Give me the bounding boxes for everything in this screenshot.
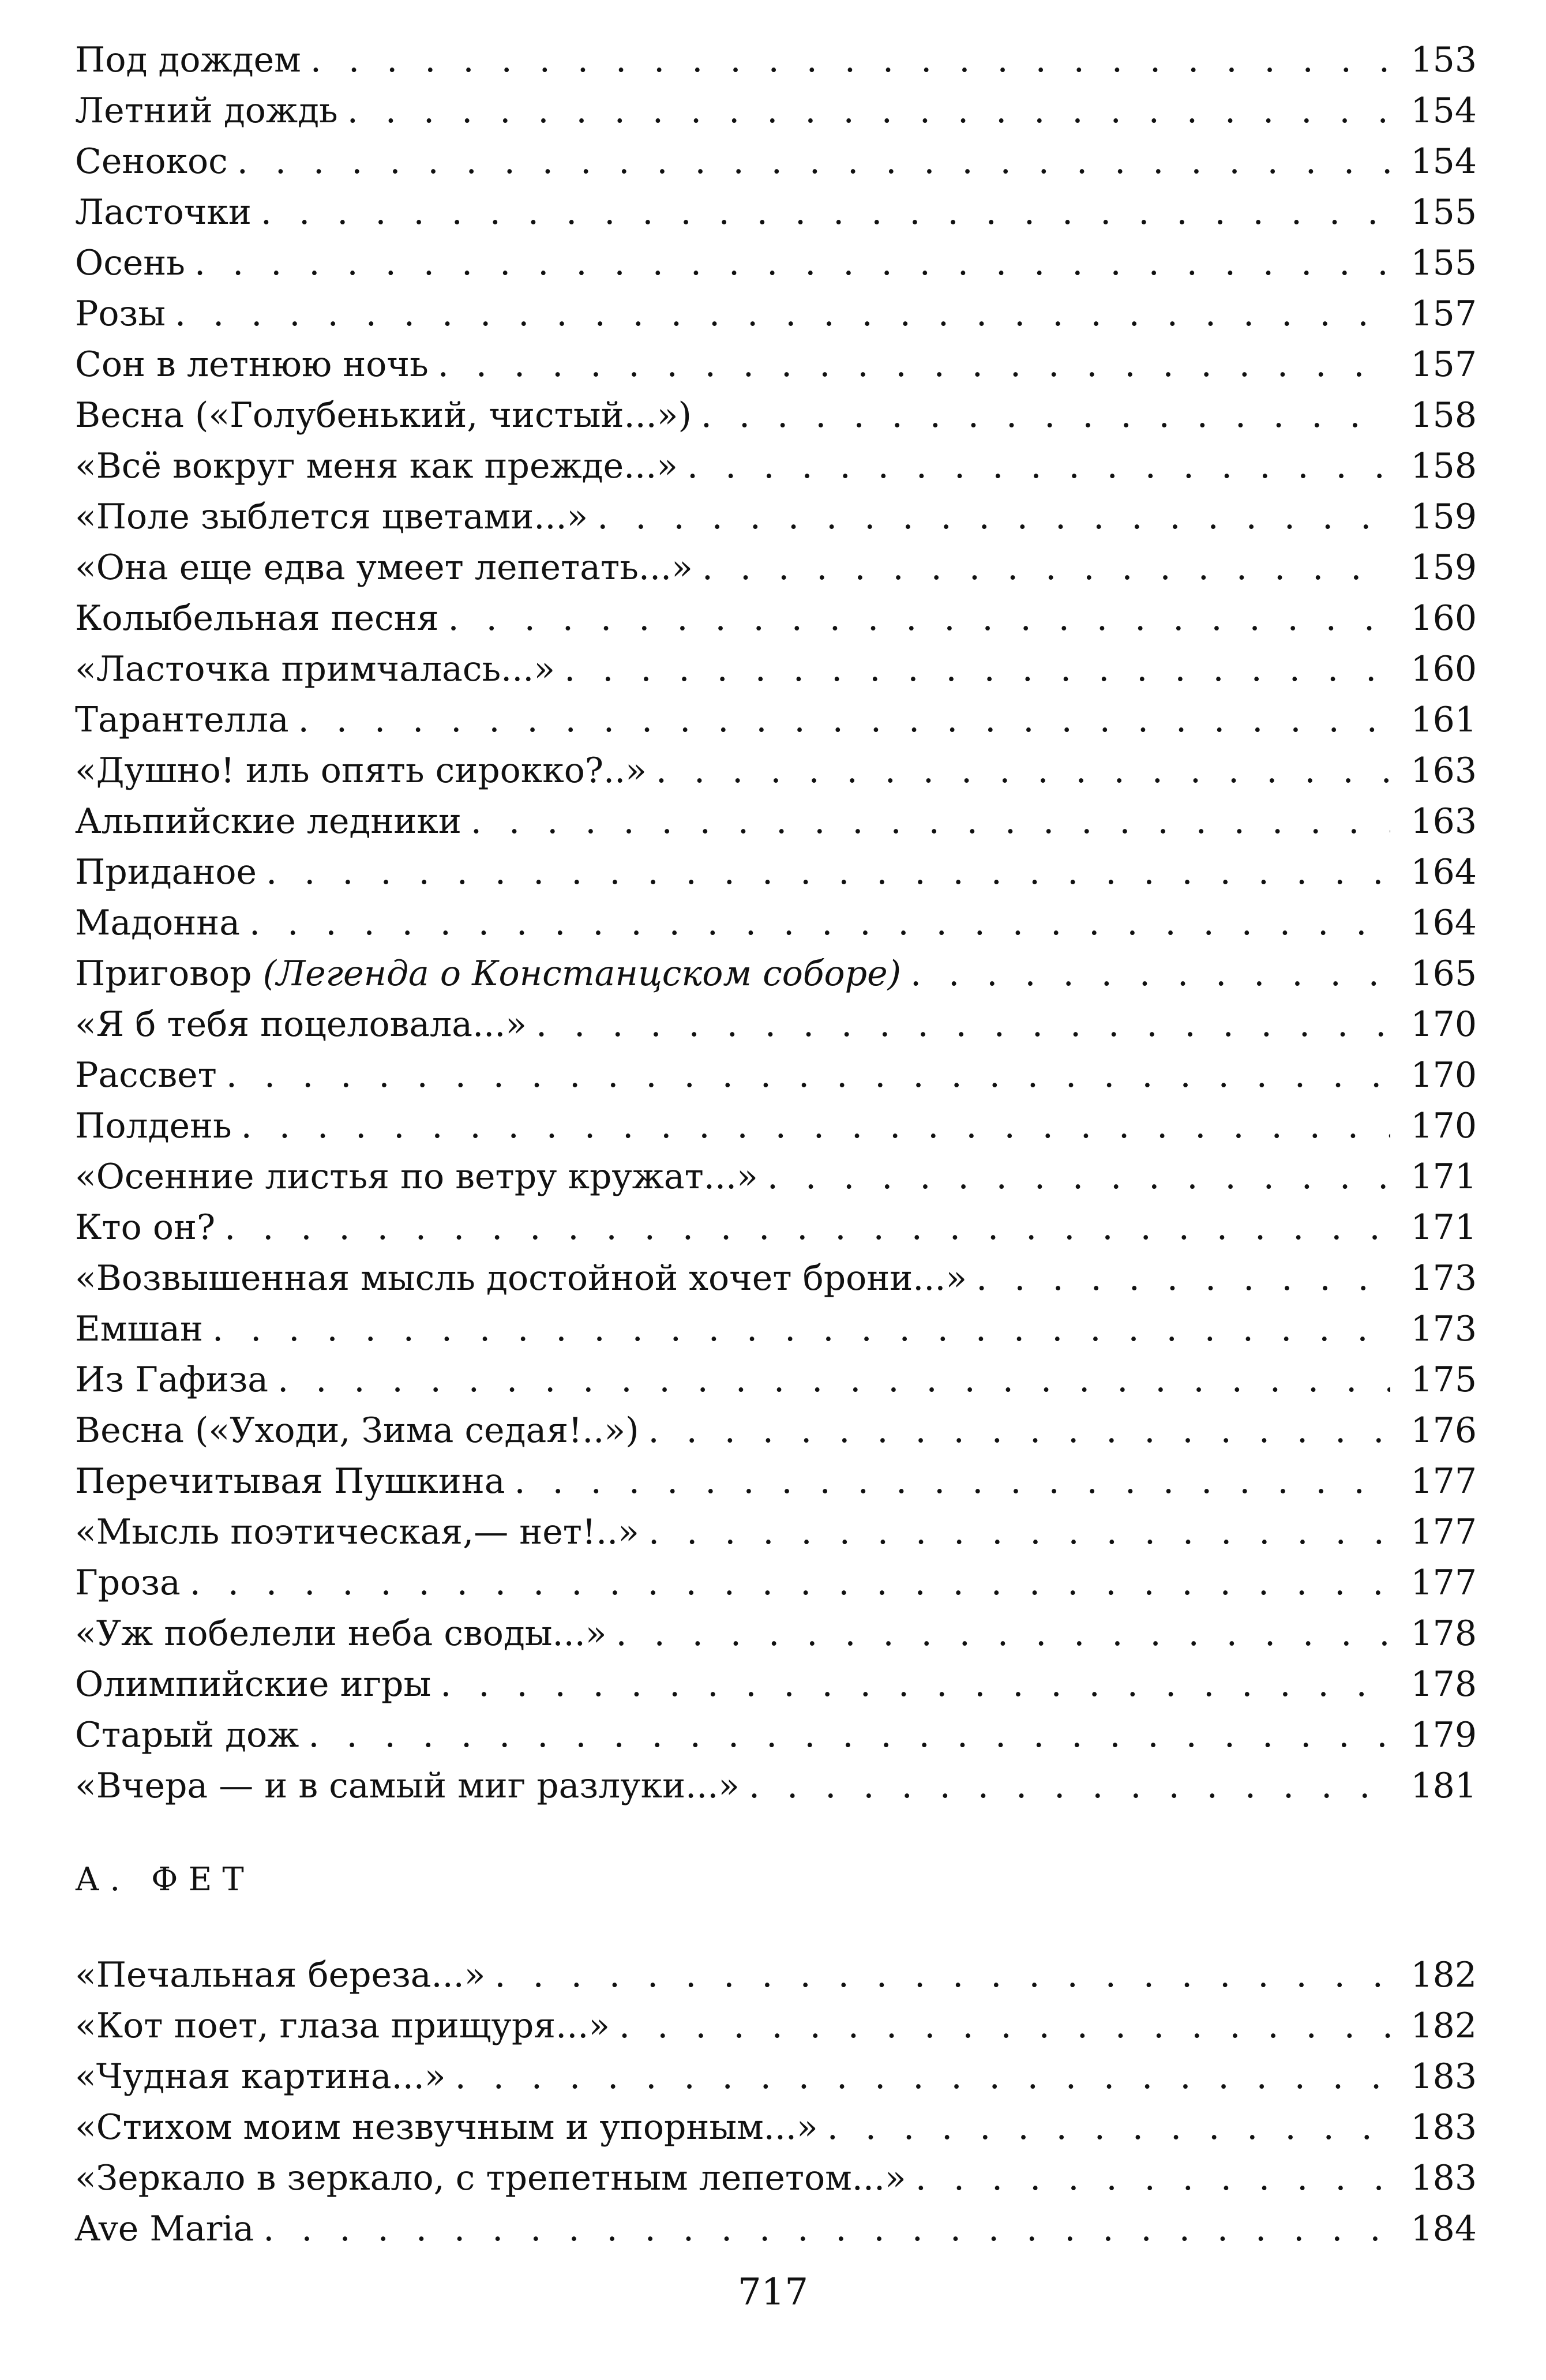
toc-entry [75, 1405, 1477, 1456]
toc-entry [75, 288, 1477, 339]
toc-entry-title-text: «Поле зыблется цветами...» [75, 497, 588, 537]
dot-leader [910, 948, 1390, 999]
toc-entry-title-text: Сенокос [75, 141, 228, 182]
toc-entry-page: 159 [1410, 547, 1477, 588]
toc-entry [75, 542, 1477, 593]
contents-list-fet-section [75, 1950, 1477, 2254]
dot-leader [224, 1202, 1390, 1253]
toc-entry-page: 157 [1410, 344, 1477, 385]
toc-entry-title-text: Весна («Уходи, Зима седая!..») [75, 1410, 639, 1451]
toc-entry-title-text: Колыбельная песня [75, 598, 439, 639]
toc-entry-title-text: Кто он? [75, 1207, 216, 1248]
toc-entry-page: 170 [1410, 1055, 1477, 1095]
toc-entry-page: 176 [1410, 1410, 1477, 1451]
toc-entry-title [75, 1050, 226, 1101]
toc-entry-page: 177 [1410, 1563, 1477, 1603]
dot-leader [616, 1608, 1390, 1659]
toc-entry-page: 159 [1410, 497, 1477, 537]
toc-entry-title-text: «Чудная картина...» [75, 2056, 446, 2097]
toc-entry [75, 2102, 1477, 2153]
toc-entry-title-text: «Кот поет, глаза прищуря...» [75, 2006, 610, 2046]
toc-entry [75, 1354, 1477, 1405]
dot-leader [619, 2000, 1390, 2051]
toc-entry [75, 2153, 1477, 2203]
page-number: 717 [737, 2271, 809, 2314]
toc-entry-title-text: Приговор [75, 953, 252, 994]
toc-entry-page: 173 [1410, 1309, 1477, 1349]
toc-entry-page: 184 [1410, 2209, 1477, 2249]
toc-entry-title [75, 1950, 494, 2000]
toc-entry-page: 171 [1410, 1157, 1477, 1197]
toc-entry-page: 182 [1410, 1955, 1477, 1995]
toc-entry [75, 35, 1477, 85]
toc-entry [75, 1456, 1477, 1507]
toc-entry-title [75, 441, 687, 491]
toc-entry-title-text: Рассвет [75, 1055, 217, 1095]
dot-leader [194, 238, 1390, 288]
toc-entry [75, 85, 1477, 136]
dot-leader [536, 999, 1390, 1050]
toc-entry [75, 593, 1477, 644]
toc-entry-title [75, 999, 536, 1050]
toc-entry [75, 847, 1477, 898]
dot-leader [237, 136, 1390, 187]
toc-entry [75, 136, 1477, 187]
toc-entry-title [75, 85, 347, 136]
toc-entry-title [75, 35, 310, 85]
toc-entry [75, 1760, 1477, 1811]
toc-entry-page: 183 [1410, 2158, 1477, 2198]
toc-entry [75, 1557, 1477, 1608]
toc-entry-title-text: «Ласточка примчалась...» [75, 649, 556, 689]
toc-entry-title [75, 1405, 648, 1456]
toc-entry-title-text: «Возвышенная мысль достойной хочет брони...» [75, 1258, 967, 1298]
dot-leader [494, 1950, 1390, 2000]
toc-entry-title [75, 339, 438, 390]
toc-entry-title-text: «Мысль поэтическая,— нет!..» [75, 1512, 639, 1552]
dot-leader [266, 847, 1390, 898]
dot-leader [277, 1354, 1390, 1405]
toc-entry [75, 339, 1477, 390]
toc-entry-title [75, 491, 597, 542]
toc-entry [75, 1202, 1477, 1253]
toc-entry [75, 187, 1477, 238]
toc-entry-title-text: «Стихом моим незвучным и упорным...» [75, 2107, 818, 2148]
toc-entry-title-text: Емшан [75, 1309, 204, 1349]
toc-entry-page: 160 [1410, 598, 1477, 639]
dot-leader [298, 695, 1390, 745]
toc-entry-title [75, 288, 175, 339]
toc-entry [75, 1950, 1477, 2000]
dot-leader [827, 2102, 1390, 2153]
dot-leader [915, 2153, 1390, 2203]
toc-entry-title [75, 1659, 440, 1710]
toc-entry-title [75, 695, 298, 745]
toc-entry-title [75, 1151, 767, 1202]
toc-entry-title [75, 948, 910, 999]
dot-leader [687, 441, 1390, 491]
toc-entry-page: 163 [1410, 801, 1477, 842]
toc-entry-title-text: Старый дож [75, 1715, 299, 1755]
toc-entry [75, 238, 1477, 288]
toc-entry-page: 154 [1410, 91, 1477, 131]
toc-entry-title-text: «Я б тебя поцеловала...» [75, 1004, 527, 1045]
toc-entry-page: 155 [1410, 243, 1477, 283]
toc-entry-page: 179 [1410, 1715, 1477, 1755]
toc-entry-page: 153 [1410, 40, 1477, 80]
toc-entry-page: 181 [1410, 1766, 1477, 1806]
toc-entry-title [75, 2000, 619, 2051]
toc-entry-page: 175 [1410, 1360, 1477, 1400]
toc-entry [75, 1151, 1477, 1202]
toc-entry-title [75, 2153, 915, 2203]
toc-entry-title [75, 136, 237, 187]
toc-entry [75, 491, 1477, 542]
dot-leader [597, 491, 1390, 542]
dot-leader [749, 1760, 1390, 1811]
toc-entry-page: 177 [1410, 1461, 1477, 1501]
toc-entry [75, 1253, 1477, 1304]
toc-entry [75, 999, 1477, 1050]
dot-leader [440, 1659, 1390, 1710]
toc-entry-page: 178 [1410, 1613, 1477, 1654]
toc-entry-page: 182 [1410, 2006, 1477, 2046]
toc-entry-title-text: Летний дождь [75, 91, 338, 131]
toc-entry-page: 164 [1410, 903, 1477, 943]
toc-entry-page: 157 [1410, 294, 1477, 334]
toc-entry-page: 164 [1410, 852, 1477, 892]
toc-entry [75, 745, 1477, 796]
toc-entry-title [75, 1354, 277, 1405]
dot-leader [226, 1050, 1390, 1101]
toc-entry [75, 796, 1477, 847]
contents-list-tolstoy-section [75, 35, 1477, 1811]
toc-entry-title-text: Ласточки [75, 192, 252, 232]
dot-leader [648, 1405, 1391, 1456]
dot-leader [308, 1710, 1390, 1760]
toc-entry-title [75, 1557, 190, 1608]
toc-entry-page: 183 [1410, 2107, 1477, 2148]
toc-entry-title-text: Осень [75, 243, 185, 283]
toc-entry-page: 178 [1410, 1664, 1477, 1705]
toc-entry-title-text: Альпийские ледники [75, 801, 461, 842]
toc-entry [75, 1608, 1477, 1659]
dot-leader [310, 35, 1390, 85]
toc-entry-title [75, 593, 448, 644]
toc-entry-title-text: Ave Maria [75, 2209, 254, 2249]
toc-entry-page: 160 [1410, 649, 1477, 689]
toc-entry [75, 1659, 1477, 1710]
toc-entry-title [75, 1202, 224, 1253]
toc-entry [75, 2203, 1477, 2254]
dot-leader [263, 2203, 1390, 2254]
dot-leader [976, 1253, 1390, 1304]
dot-leader [564, 644, 1390, 695]
toc-entry-title-text: Гроза [75, 1563, 181, 1603]
toc-entry-title [75, 1253, 976, 1304]
toc-entry-title-text: Приданое [75, 852, 257, 892]
toc-entry-title [75, 390, 701, 441]
dot-leader [656, 745, 1390, 796]
toc-entry-title-text: «Печальная береза...» [75, 1955, 486, 1995]
toc-entry-title-text: «Уж побелели неба своды...» [75, 1613, 607, 1654]
dot-leader [175, 288, 1390, 339]
toc-entry-page: 173 [1410, 1258, 1477, 1298]
toc-entry-title [75, 1456, 515, 1507]
toc-entry-page: 183 [1410, 2056, 1477, 2097]
toc-entry [75, 898, 1477, 948]
toc-entry-title [75, 187, 261, 238]
toc-entry-title [75, 1608, 616, 1659]
toc-entry-title-text: «Вчера — и в самый миг разлуки...» [75, 1766, 740, 1806]
toc-entry-page: 165 [1410, 953, 1477, 994]
toc-entry-page: 163 [1410, 750, 1477, 791]
toc-entry-title-text: Перечитывая Пушкина [75, 1461, 505, 1501]
toc-entry-title [75, 745, 656, 796]
toc-entry [75, 441, 1477, 491]
toc-entry-page: 170 [1410, 1004, 1477, 1045]
dot-leader [212, 1304, 1390, 1354]
dot-leader [455, 2051, 1390, 2102]
dot-leader [702, 542, 1390, 593]
dot-leader [261, 187, 1390, 238]
dot-leader [438, 339, 1390, 390]
toc-entry [75, 2051, 1477, 2102]
dot-leader [249, 898, 1390, 948]
toc-entry [75, 695, 1477, 745]
toc-entry-title-text: Из Гафиза [75, 1360, 269, 1400]
toc-entry-page: 161 [1410, 700, 1477, 740]
toc-entry-title-text: Мадонна [75, 903, 241, 943]
toc-entry-page: 155 [1410, 192, 1477, 232]
dot-leader [190, 1557, 1390, 1608]
toc-entry-title [75, 898, 249, 948]
toc-entry [75, 1507, 1477, 1557]
dot-leader [767, 1151, 1390, 1202]
toc-entry-title-text: Весна («Голубенький, чистый...») [75, 395, 692, 436]
toc-entry-title [75, 1101, 241, 1151]
toc-entry-title-text: «Зеркало в зеркало, с трепетным лепетом...» [75, 2158, 906, 2198]
toc-entry-title [75, 542, 702, 593]
toc-entry-title [75, 2102, 827, 2153]
toc-entry-title [75, 2203, 263, 2254]
toc-entry-title-text: Сон в летнюю ночь [75, 344, 429, 385]
dot-leader [448, 593, 1390, 644]
toc-entry-title [75, 1304, 212, 1354]
toc-entry [75, 1304, 1477, 1354]
toc-entry-subtitle: (Легенда о Констанцском соборе) [262, 953, 901, 994]
toc-entry-title [75, 1710, 308, 1760]
toc-entry-title-text: «Она еще едва умеет лепетать...» [75, 547, 693, 588]
toc-entry [75, 1710, 1477, 1760]
toc-entry [75, 1050, 1477, 1101]
toc-entry-title [75, 847, 266, 898]
toc-entry-title-text: Олимпийские игры [75, 1664, 431, 1705]
toc-entry-page: 154 [1410, 141, 1477, 182]
toc-entry-page: 171 [1410, 1207, 1477, 1248]
toc-entry-title [75, 796, 471, 847]
toc-entry-title-text: Полдень [75, 1106, 232, 1146]
dot-leader [701, 390, 1390, 441]
toc-entry-title [75, 1760, 749, 1811]
dot-leader [515, 1456, 1391, 1507]
toc-entry [75, 390, 1477, 441]
toc-entry-title-text: Розы [75, 294, 166, 334]
section-heading-fet: А. ФЕТ [75, 1861, 254, 1898]
toc-entry-title-text: «Душно! иль опять сирокко?..» [75, 750, 647, 791]
toc-entry-title-text: Под дождем [75, 40, 301, 80]
toc-entry-page: 158 [1410, 395, 1477, 436]
dot-leader [241, 1101, 1390, 1151]
toc-entry-page: 158 [1410, 446, 1477, 486]
toc-entry-title [75, 238, 194, 288]
dot-leader [648, 1507, 1390, 1557]
toc-entry-page: 170 [1410, 1106, 1477, 1146]
toc-entry-title [75, 1507, 648, 1557]
dot-leader [471, 796, 1390, 847]
toc-entry-page: 177 [1410, 1512, 1477, 1552]
dot-leader [347, 85, 1390, 136]
toc-entry [75, 948, 1477, 999]
toc-entry-title-text: «Всё вокруг меня как прежде...» [75, 446, 678, 486]
toc-entry [75, 644, 1477, 695]
toc-entry-title-text: «Осенние листья по ветру кружат...» [75, 1157, 758, 1197]
toc-entry [75, 2000, 1477, 2051]
toc-entry-title [75, 644, 564, 695]
toc-entry-title [75, 2051, 455, 2102]
toc-entry [75, 1101, 1477, 1151]
toc-entry-title-text: Тарантелла [75, 700, 289, 740]
